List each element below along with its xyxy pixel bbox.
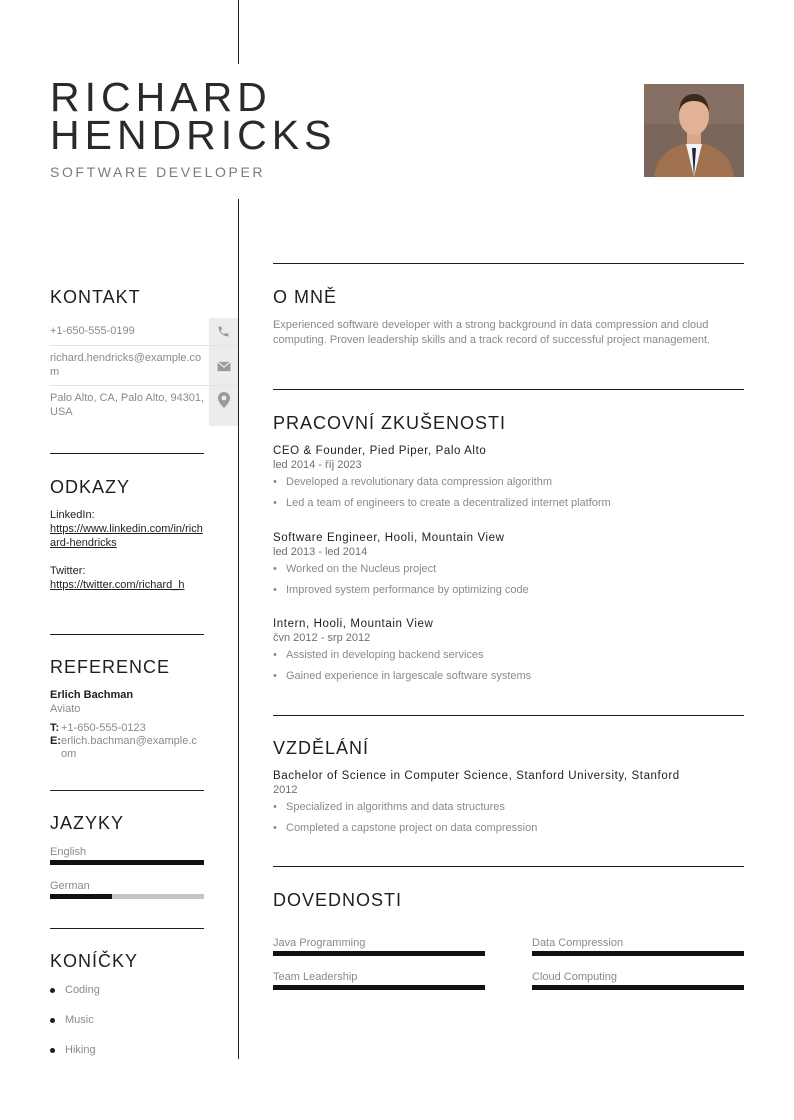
bullet-text: Specialized in algorithms and data structures	[286, 801, 505, 813]
reference-email: erlich.bachman@example.com	[61, 735, 197, 760]
job-bullet	[273, 496, 744, 517]
hobby-item	[50, 1014, 94, 1026]
languages-section-title: JAZYKY	[50, 813, 125, 833]
bullet-icon: •	[273, 563, 277, 575]
language-name: English	[50, 846, 87, 858]
divider	[273, 866, 744, 867]
bullet-icon	[50, 1048, 55, 1053]
language-level-fill	[50, 894, 112, 899]
language-level-bar	[50, 894, 204, 899]
job-title: Software Engineer, Hooli, Mountain View	[273, 532, 505, 544]
bullet-icon: •	[273, 497, 277, 509]
bullet-text: Worked on the Nucleus project	[286, 563, 437, 575]
language-name: German	[50, 880, 90, 892]
link-label: LinkedIn:	[50, 509, 95, 521]
skill-name: Team Leadership	[273, 971, 358, 983]
job-bullet	[273, 648, 744, 669]
bullet-icon: •	[273, 670, 277, 682]
skill-item	[273, 937, 485, 956]
first-name: RICHARD	[50, 74, 272, 120]
header-divider-line	[238, 0, 239, 64]
divider	[50, 790, 204, 791]
skill-name: Data Compression	[532, 937, 624, 949]
reference-section-title: REFERENCE	[50, 657, 171, 677]
divider	[50, 453, 204, 454]
language-english	[50, 846, 204, 865]
job-entry	[273, 532, 744, 604]
contact-phone: +1-650-555-0199	[50, 325, 135, 337]
job-title: Intern, Hooli, Mountain View	[273, 618, 434, 630]
hobby-label: Music	[65, 1014, 94, 1026]
bullet-text: Developed a revolutionary data compression algorithm	[286, 476, 552, 488]
reference-company: Aviato	[50, 703, 81, 715]
skill-item	[273, 971, 485, 990]
divider	[50, 928, 204, 929]
column-divider-line	[238, 199, 239, 1059]
degree-title: Bachelor of Science in Computer Science, Stanford University, Stanford	[273, 770, 680, 782]
language-german	[50, 880, 204, 899]
job-entry	[273, 445, 744, 517]
hobby-item	[50, 1044, 96, 1056]
job-title: CEO & Founder, Pied Piper, Palo Alto	[273, 445, 487, 457]
divider	[273, 263, 744, 264]
email-label: E:	[50, 735, 61, 747]
bullet-text: Led a team of engineers to create a decentralized internet platform	[286, 497, 611, 509]
bullet-icon: •	[273, 801, 277, 813]
link-item-linkedin	[50, 508, 204, 550]
links-section-title: ODKAZY	[50, 477, 131, 497]
skill-name: Java Programming	[273, 937, 366, 949]
reference-block	[50, 689, 204, 761]
divider	[273, 715, 744, 716]
twitter-link[interactable]: https://twitter.com/richard_h	[50, 579, 185, 591]
phone-icon	[209, 318, 238, 345]
education-entry	[273, 770, 744, 842]
language-level-fill	[50, 860, 204, 865]
skill-name: Cloud Computing	[532, 971, 617, 983]
bullet-icon: •	[273, 649, 277, 661]
link-label: Twitter:	[50, 565, 86, 577]
job-role: SOFTWARE DEVELOPER	[50, 164, 266, 180]
job-bullet	[273, 475, 744, 496]
mail-icon	[209, 346, 238, 386]
about-text: Experienced software developer with a strong background in data compression and cloud computing. Proven leadership skills and a track record of successful project management.	[273, 319, 711, 346]
experience-section-title: PRACOVNÍ ZKUŠENOSTI	[273, 413, 507, 433]
contact-email-row	[50, 345, 238, 386]
contact-phone-row	[50, 318, 238, 345]
job-bullet	[273, 583, 744, 604]
link-item-twitter	[50, 564, 204, 592]
bullet-text: Completed a capstone project on data compression	[286, 822, 538, 834]
bullet-text: Assisted in developing backend services	[286, 649, 484, 661]
job-date: led 2013 - led 2014	[273, 546, 368, 558]
hobbies-section-title: KONÍČKY	[50, 951, 139, 971]
reference-name: Erlich Bachman	[50, 689, 134, 701]
contact-email: richard.hendricks@example.com	[50, 352, 202, 378]
divider	[273, 389, 744, 390]
skill-item	[532, 937, 744, 956]
linkedin-link[interactable]: https://www.linkedin.com/in/richard-hendricks	[50, 523, 203, 549]
skill-level-bar	[532, 951, 744, 956]
reference-email-row	[50, 735, 204, 761]
job-bullet	[273, 562, 744, 583]
location-pin-icon	[209, 386, 238, 426]
contact-section-title: KONTAKT	[50, 287, 141, 307]
contact-address-row	[50, 385, 238, 426]
education-bullet	[273, 821, 744, 842]
hobby-label: Coding	[65, 984, 100, 996]
divider	[50, 634, 204, 635]
bullet-icon: •	[273, 822, 277, 834]
education-bullet	[273, 800, 744, 821]
about-section-title: O MNĚ	[273, 287, 338, 307]
bullet-icon: •	[273, 476, 277, 488]
bullet-icon	[50, 1018, 55, 1023]
skills-section-title: DOVEDNOSTI	[273, 890, 403, 910]
candidate-name	[50, 74, 337, 158]
degree-year: 2012	[273, 784, 298, 796]
bullet-text: Gained experience in largescale software systems	[286, 670, 532, 682]
bullet-icon	[50, 988, 55, 993]
language-level-bar	[50, 860, 204, 865]
job-bullet	[273, 669, 744, 690]
hobby-item	[50, 984, 100, 996]
bullet-text: Improved system performance by optimizing code	[286, 584, 529, 596]
education-section-title: VZDĚLÁNÍ	[273, 738, 370, 758]
phone-label: T:	[50, 722, 60, 734]
profile-photo	[644, 84, 744, 177]
bullet-icon: •	[273, 584, 277, 596]
job-date: led 2014 - říj 2023	[273, 459, 362, 471]
job-date: čvn 2012 - srp 2012	[273, 632, 371, 644]
reference-phone-row	[50, 722, 204, 735]
skill-level-bar	[273, 951, 485, 956]
skill-level-bar	[273, 985, 485, 990]
contact-address: Palo Alto, CA, Palo Alto, 94301, USA	[50, 392, 205, 418]
job-entry	[273, 618, 744, 690]
reference-phone: +1-650-555-0123	[61, 722, 146, 734]
last-name: HENDRICKS	[50, 112, 337, 158]
skill-item	[532, 971, 744, 990]
skill-level-bar	[532, 985, 744, 990]
hobby-label: Hiking	[65, 1044, 96, 1056]
